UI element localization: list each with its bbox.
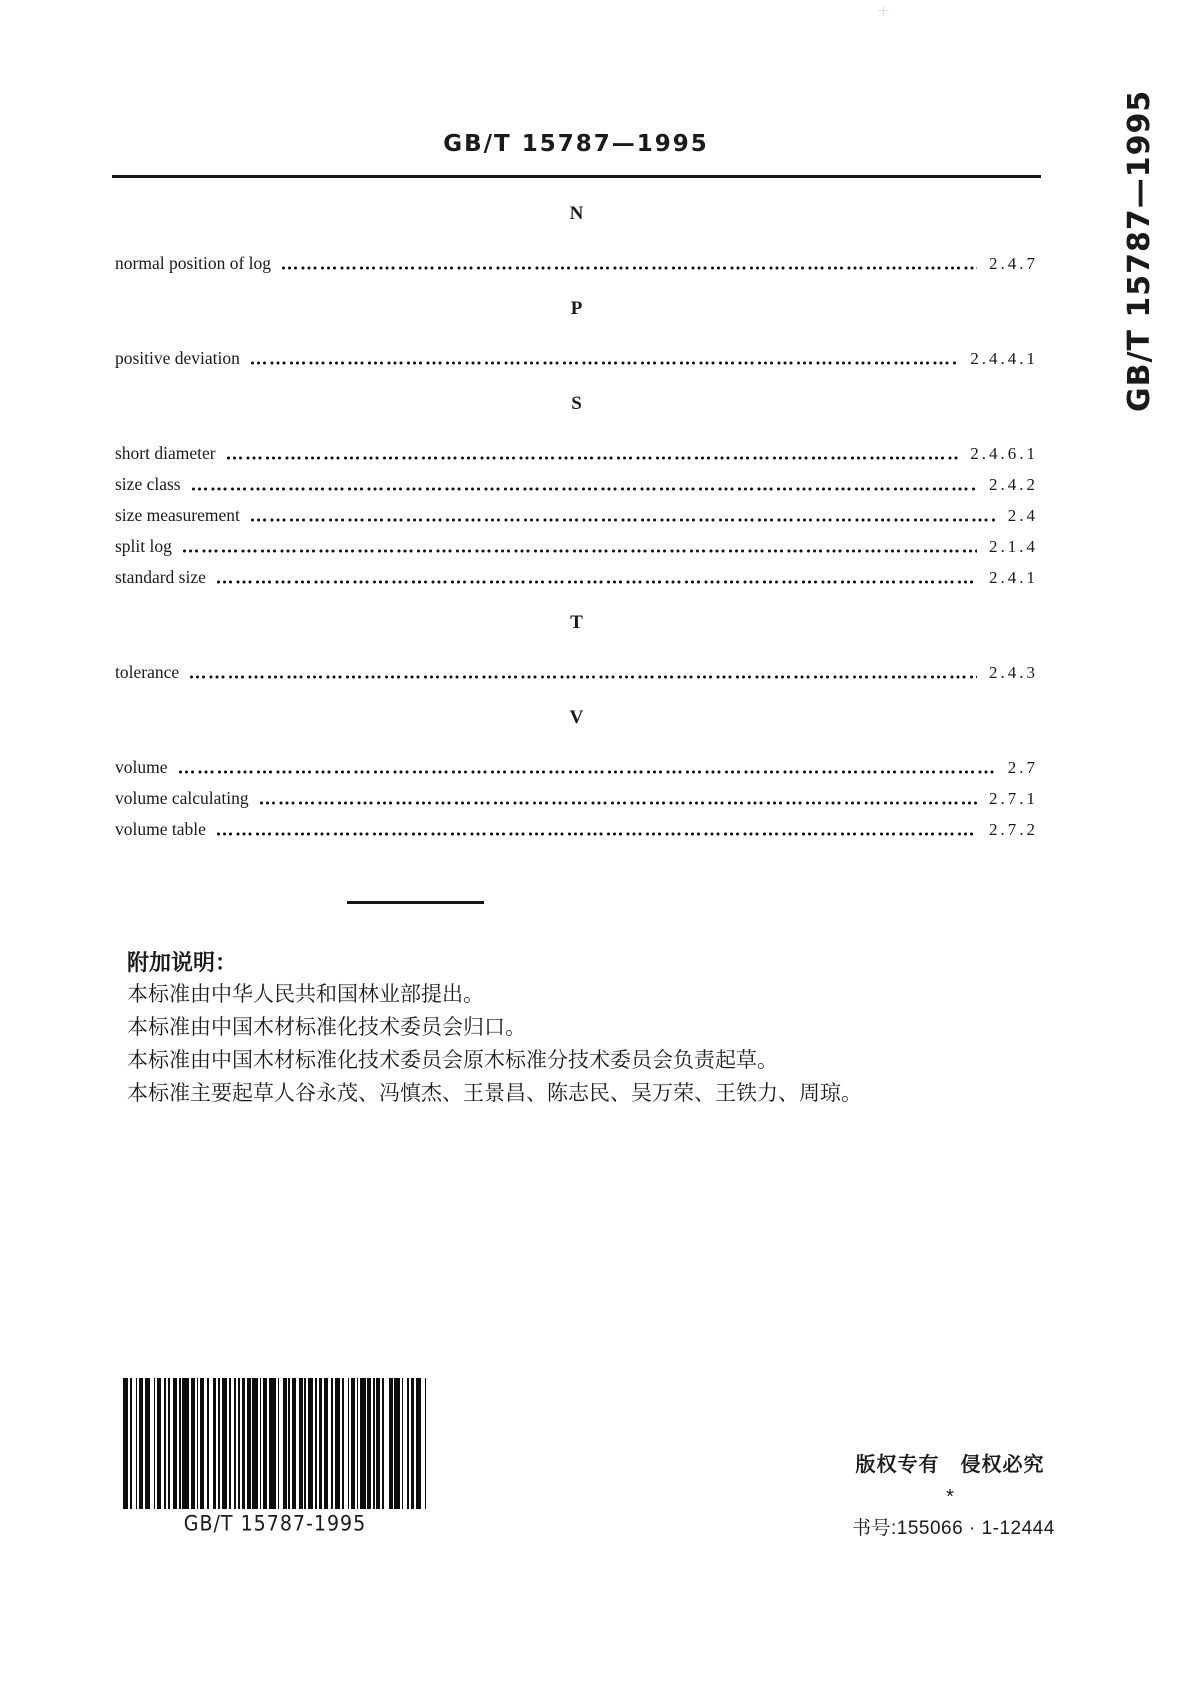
index-ref-number: 2.4.2 xyxy=(989,475,1038,494)
note-line: 本标准主要起草人谷永茂、冯慎杰、王景昌、陈志民、吴万荣、王铁力、周琼。 xyxy=(127,1082,862,1105)
index-term: volume table xyxy=(115,819,206,839)
dot-leader xyxy=(216,831,977,837)
barcode-bar xyxy=(182,1378,189,1509)
note-line: 本标准由中国木材标准化技术委员会归口。 xyxy=(127,1016,526,1039)
index-term: tolerance xyxy=(115,662,180,682)
index-ref-number: 2.4.3 xyxy=(989,663,1038,682)
index-term: size class xyxy=(115,474,181,494)
index-section-N xyxy=(115,202,1038,279)
barcode-bar xyxy=(425,1378,427,1509)
index-entry xyxy=(115,531,1038,562)
index-entry xyxy=(115,469,1038,500)
index-entry xyxy=(115,783,1038,814)
index-ref-number: 2.4.4.1 xyxy=(970,349,1038,368)
index-section-letter: V xyxy=(569,707,584,728)
index-section-letter: T xyxy=(570,612,583,633)
index-ref-number: 2.7 xyxy=(1007,758,1038,777)
index-term: short diameter xyxy=(115,443,216,463)
index-section-letter: S xyxy=(571,393,582,414)
book-number: 书号:155066 · 1-12444 xyxy=(852,1518,1055,1539)
note-line: 本标准由中华人民共和国林业部提出。 xyxy=(127,983,484,1006)
barcode-bar xyxy=(269,1378,276,1509)
header-rule xyxy=(112,175,1041,178)
dot-leader xyxy=(259,800,977,806)
copyright-notice: 版权专有 侵权必究 xyxy=(855,1454,1045,1476)
index-ref-number: 2.4.1 xyxy=(989,568,1038,587)
additional-notes xyxy=(127,948,862,1110)
note-line: 本标准由中国木材标准化技术委员会原木标准分技术委员会负责起草。 xyxy=(127,1049,778,1072)
index-term: size measurement xyxy=(115,505,240,525)
index-ref-number: 2.7.1 xyxy=(989,789,1038,808)
standard-code-header: GB/T 15787—1995 xyxy=(443,131,709,157)
index-ref-number: 2.4 xyxy=(1007,506,1038,525)
barcode-block xyxy=(123,1378,427,1537)
index-term: split log xyxy=(115,536,172,556)
alphabetical-index xyxy=(115,202,1038,845)
dot-leader xyxy=(191,486,977,492)
index-entry xyxy=(115,814,1038,845)
dot-leader xyxy=(189,674,977,680)
index-entry xyxy=(115,657,1038,688)
index-entry xyxy=(115,248,1038,279)
index-ref-number: 2.7.2 xyxy=(989,820,1038,839)
dot-leader xyxy=(250,517,996,523)
index-term: volume calculating xyxy=(115,788,249,808)
index-ref-number: 2.1.4 xyxy=(989,537,1038,556)
index-entry xyxy=(115,500,1038,531)
index-term: positive deviation xyxy=(115,348,240,368)
notes-heading: 附加说明： xyxy=(127,950,238,975)
index-entry xyxy=(115,752,1038,783)
star-separator: * xyxy=(946,1486,954,1508)
index-section-V xyxy=(115,706,1038,845)
index-term: normal position of log xyxy=(115,253,272,273)
dot-leader xyxy=(178,769,996,775)
index-entry xyxy=(115,438,1038,469)
barcode xyxy=(123,1378,427,1509)
notes-lines xyxy=(127,978,862,1110)
colophon xyxy=(852,1448,1055,1540)
dot-leader xyxy=(216,579,977,585)
dot-leader xyxy=(250,360,958,366)
index-ref-number: 2.4.6.1 xyxy=(970,444,1038,463)
dot-leader xyxy=(281,265,977,271)
index-entry xyxy=(115,343,1038,374)
index-term: volume xyxy=(115,757,168,777)
index-entry xyxy=(115,562,1038,593)
index-section-S xyxy=(115,392,1038,593)
dot-leader xyxy=(226,455,959,461)
index-section-T xyxy=(115,611,1038,688)
dot-leader xyxy=(182,548,977,554)
standard-code-side: GB/T 15787—1995 xyxy=(1122,89,1157,412)
barcode-label: GB/T 15787-1995 xyxy=(183,1512,367,1537)
scan-artifact xyxy=(878,5,889,16)
index-ref-number: 2.4.7 xyxy=(989,254,1038,273)
index-section-letter: P xyxy=(570,298,583,319)
section-separator xyxy=(347,901,484,904)
index-section-P xyxy=(115,297,1038,374)
index-section-letter: N xyxy=(569,203,584,224)
index-term: standard size xyxy=(115,567,206,587)
